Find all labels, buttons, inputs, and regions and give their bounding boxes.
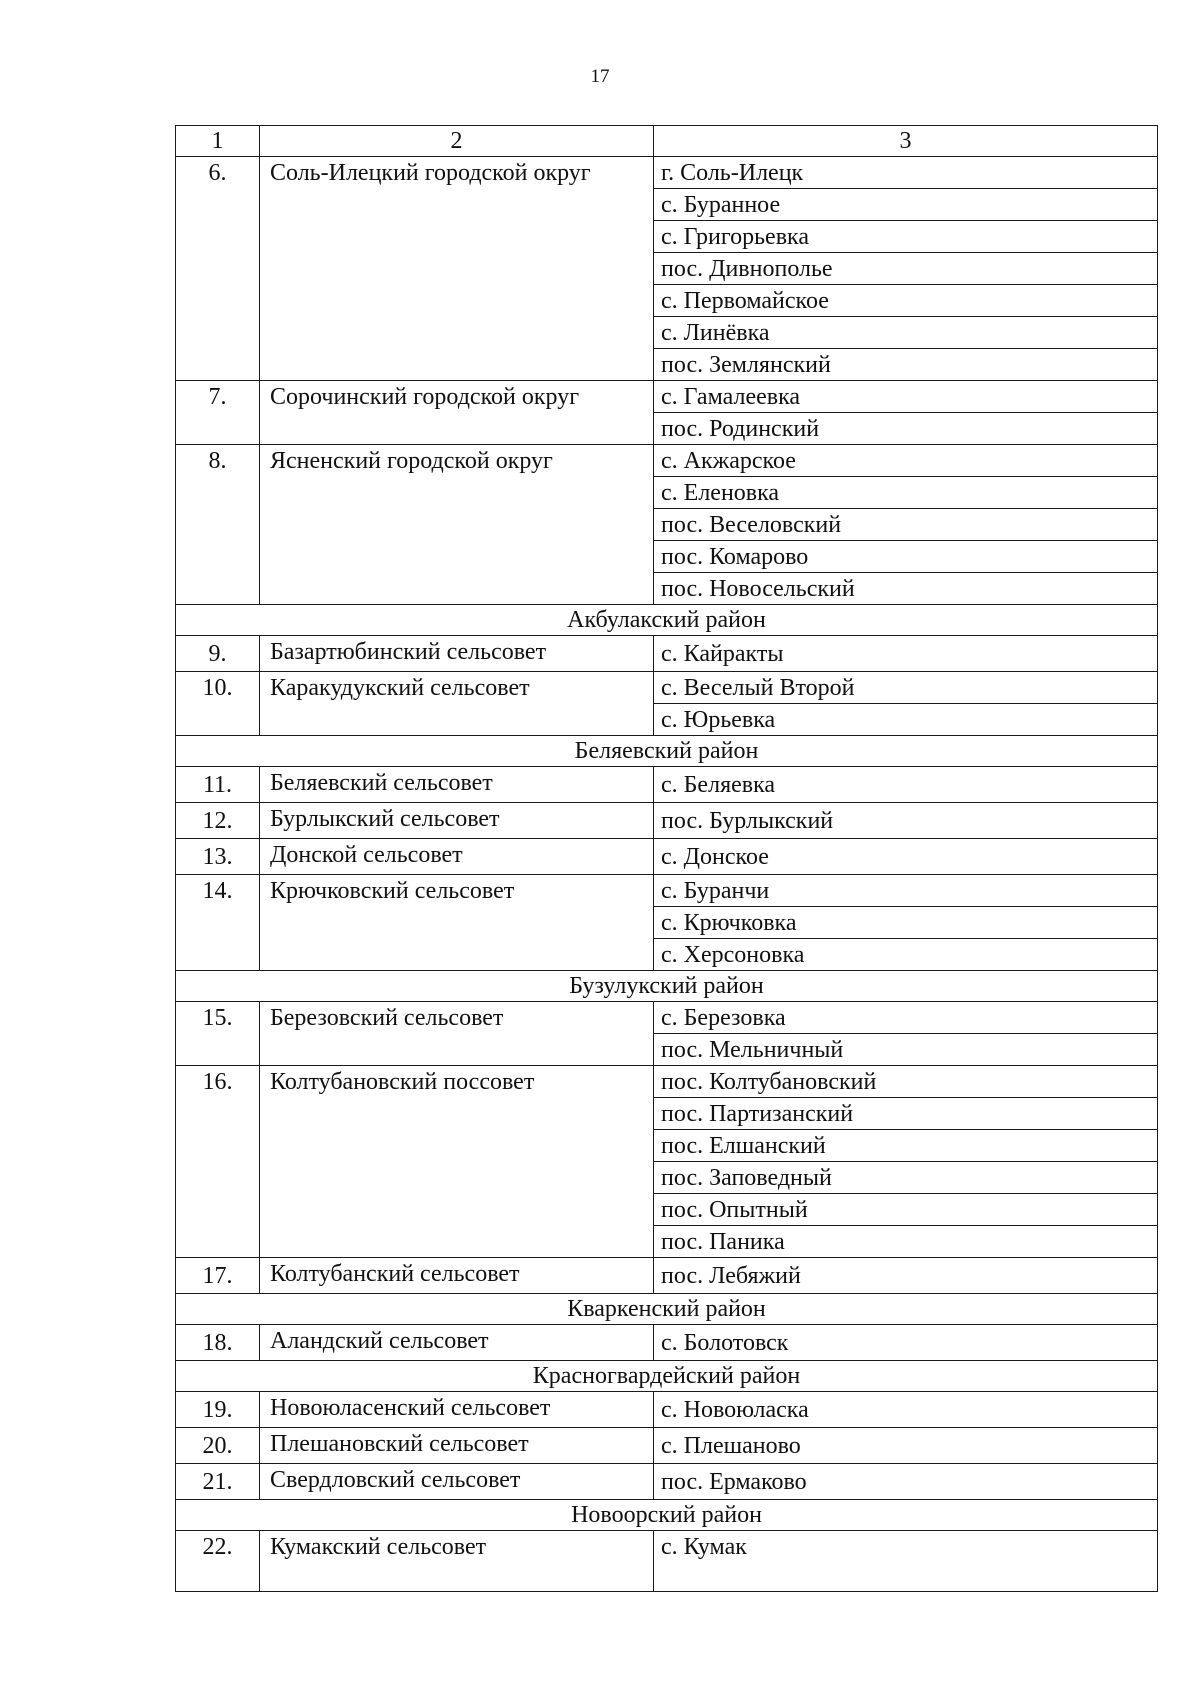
district-header-row <box>176 1361 1158 1392</box>
municipality-name: Кумакский сельсовет <box>260 1531 654 1592</box>
municipality-name: Беляевский сельсовет <box>260 767 654 803</box>
settlement-name: пос. Веселовский <box>654 509 1158 541</box>
table-row <box>176 636 1158 672</box>
settlement-name: пос. Дивнополье <box>654 253 1158 285</box>
table-row <box>176 445 1158 477</box>
settlement-name: пос. Елшанский <box>654 1130 1158 1162</box>
header-col-1: 1 <box>176 126 260 157</box>
settlement-name: с. Гамалеевка <box>654 381 1158 413</box>
settlement-name: с. Плешаново <box>654 1428 1158 1464</box>
district-name: Красногвардейский район <box>176 1361 1158 1392</box>
district-header-row <box>176 605 1158 636</box>
header-row <box>176 126 1158 157</box>
table-row <box>176 875 1158 907</box>
entry-number: 18. <box>176 1325 260 1361</box>
table-row <box>176 1066 1158 1098</box>
table-row <box>176 1531 1158 1592</box>
entry-number: 21. <box>176 1464 260 1500</box>
municipality-name: Крючковский сельсовет <box>260 875 654 971</box>
table-row <box>176 1002 1158 1034</box>
settlement-name: пос. Комарово <box>654 541 1158 573</box>
settlement-name: пос. Ермаково <box>654 1464 1158 1500</box>
municipality-name: Свердловский сельсовет <box>260 1464 654 1500</box>
settlement-name: с. Березовка <box>654 1002 1158 1034</box>
district-header-row <box>176 736 1158 767</box>
district-header-row <box>176 971 1158 1002</box>
table-row <box>176 1258 1158 1294</box>
settlement-name: с. Линёвка <box>654 317 1158 349</box>
municipality-name: Новоюласенский сельсовет <box>260 1392 654 1428</box>
municipality-name: Базартюбинский сельсовет <box>260 636 654 672</box>
table-row <box>176 381 1158 413</box>
settlement-name: с. Беляевка <box>654 767 1158 803</box>
entry-number: 20. <box>176 1428 260 1464</box>
municipality-name: Каракудукский сельсовет <box>260 672 654 736</box>
entry-number: 14. <box>176 875 260 971</box>
settlement-name: с. Донское <box>654 839 1158 875</box>
settlement-name: с. Веселый Второй <box>654 672 1158 704</box>
district-header-row <box>176 1294 1158 1325</box>
settlement-name: пос. Землянский <box>654 349 1158 381</box>
entry-number: 9. <box>176 636 260 672</box>
table-row <box>176 1464 1158 1500</box>
municipality-name: Ясненский городской округ <box>260 445 654 605</box>
entry-number: 8. <box>176 445 260 605</box>
settlement-name: с. Болотовск <box>654 1325 1158 1361</box>
municipality-name: Колтубановский поссовет <box>260 1066 654 1258</box>
entry-number: 15. <box>176 1002 260 1066</box>
district-header-row <box>176 1500 1158 1531</box>
settlement-name: пос. Мельничный <box>654 1034 1158 1066</box>
municipality-name: Березовский сельсовет <box>260 1002 654 1066</box>
municipality-name: Колтубанский сельсовет <box>260 1258 654 1294</box>
header-col-3: 3 <box>654 126 1158 157</box>
settlement-name: с. Юрьевка <box>654 704 1158 736</box>
settlement-name: пос. Колтубановский <box>654 1066 1158 1098</box>
settlement-name: с. Первомайское <box>654 285 1158 317</box>
settlement-name: пос. Партизанский <box>654 1098 1158 1130</box>
settlement-name: г. Соль-Илецк <box>654 157 1158 189</box>
settlement-name: с. Крючковка <box>654 907 1158 939</box>
settlement-name: с. Буранчи <box>654 875 1158 907</box>
municipality-name: Плешановский сельсовет <box>260 1428 654 1464</box>
municipality-name: Бурлыкский сельсовет <box>260 803 654 839</box>
settlement-name: пос. Заповедный <box>654 1162 1158 1194</box>
entry-number: 10. <box>176 672 260 736</box>
settlement-name: пос. Паника <box>654 1226 1158 1258</box>
header-col-2: 2 <box>260 126 654 157</box>
entry-number: 7. <box>176 381 260 445</box>
entry-number: 17. <box>176 1258 260 1294</box>
entry-number: 22. <box>176 1531 260 1592</box>
table-row <box>176 157 1158 189</box>
table-row <box>176 1428 1158 1464</box>
entry-number: 19. <box>176 1392 260 1428</box>
district-name: Беляевский район <box>176 736 1158 767</box>
entry-number: 16. <box>176 1066 260 1258</box>
settlement-name: с. Кайракты <box>654 636 1158 672</box>
entry-number: 11. <box>176 767 260 803</box>
district-name: Кваркенский район <box>176 1294 1158 1325</box>
district-name: Акбулакский район <box>176 605 1158 636</box>
municipality-name: Соль-Илецкий городской округ <box>260 157 654 381</box>
settlement-name: с. Еленовка <box>654 477 1158 509</box>
district-name: Бузулукский район <box>176 971 1158 1002</box>
settlement-name: пос. Опытный <box>654 1194 1158 1226</box>
settlement-name: с. Григорьевка <box>654 221 1158 253</box>
municipality-name: Аландский сельсовет <box>260 1325 654 1361</box>
entry-number: 6. <box>176 157 260 381</box>
settlement-name: пос. Бурлыкский <box>654 803 1158 839</box>
settlement-name: пос. Лебяжий <box>654 1258 1158 1294</box>
settlement-name: с. Буранное <box>654 189 1158 221</box>
table-row <box>176 767 1158 803</box>
entry-number: 13. <box>176 839 260 875</box>
settlements-table <box>175 125 1158 1592</box>
municipality-name: Донской сельсовет <box>260 839 654 875</box>
settlement-name: с. Херсоновка <box>654 939 1158 971</box>
settlement-name: пос. Родинский <box>654 413 1158 445</box>
settlement-name: с. Акжарское <box>654 445 1158 477</box>
settlement-name: с. Новоюласка <box>654 1392 1158 1428</box>
district-name: Новоорский район <box>176 1500 1158 1531</box>
entry-number: 12. <box>176 803 260 839</box>
municipality-name: Сорочинский городской округ <box>260 381 654 445</box>
settlement-name: с. Кумак <box>654 1531 1158 1592</box>
settlement-name: пос. Новосельский <box>654 573 1158 605</box>
table-row <box>176 1325 1158 1361</box>
table-body <box>176 126 1158 1592</box>
table-row <box>176 839 1158 875</box>
page-number: 17 <box>590 66 610 87</box>
table-row <box>176 803 1158 839</box>
table-row <box>176 1392 1158 1428</box>
table-row <box>176 672 1158 704</box>
